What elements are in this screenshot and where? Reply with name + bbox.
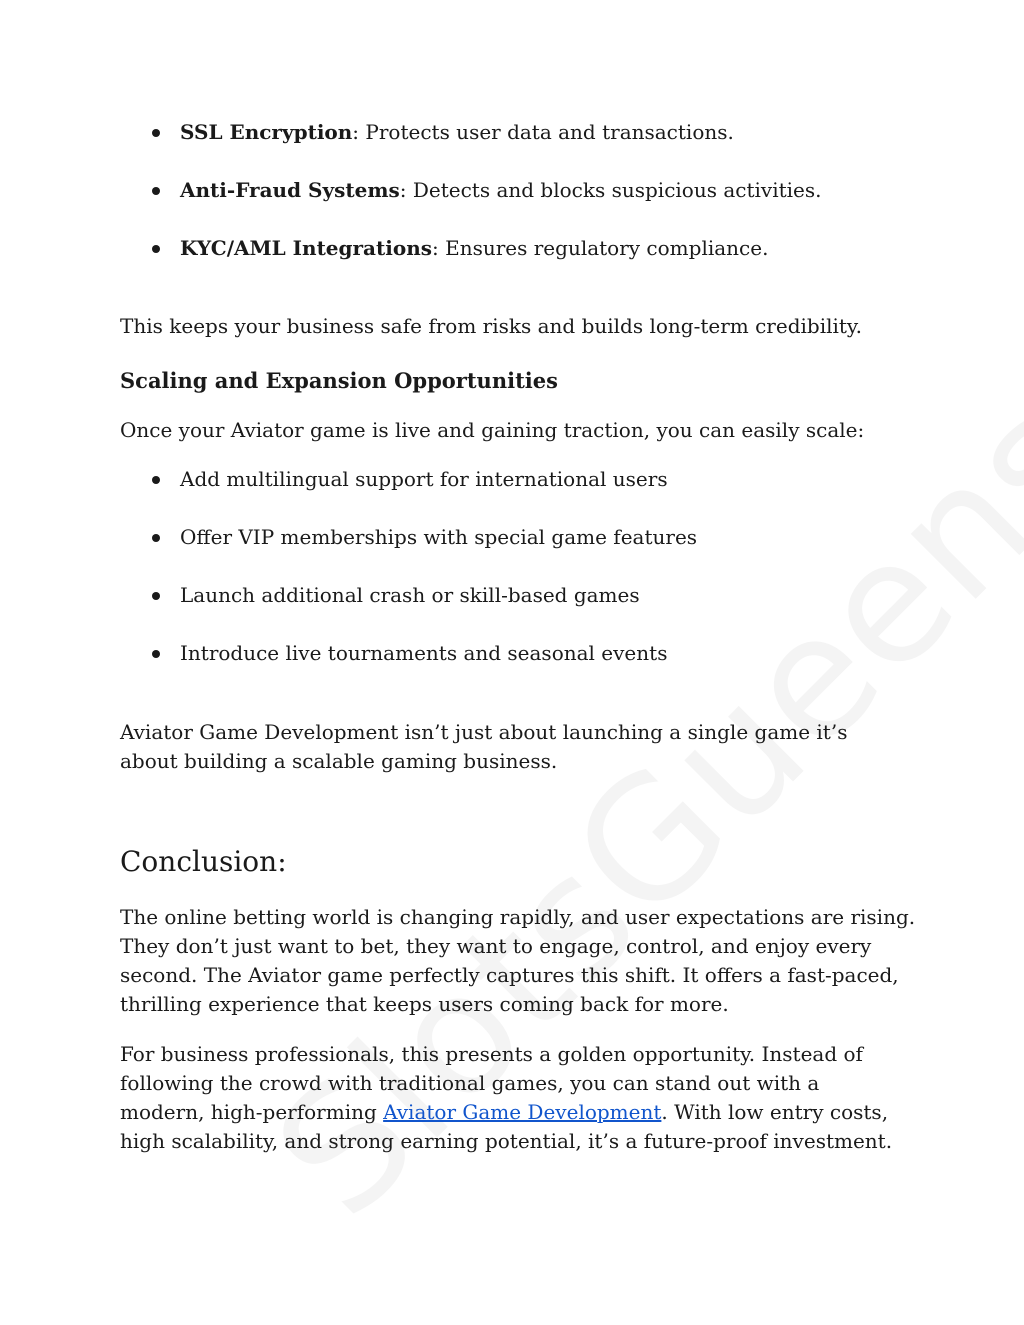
paragraph-text: . With low entry costs, high scalability, and strong earning potential, it’s a future-proof investment. [120,1100,893,1153]
list-item [120,465,697,493]
bullet-icon [152,476,160,484]
security-feature-list [120,118,822,292]
list-item [120,234,822,262]
list-item-term: KYC/AML Integrations [180,236,432,260]
list-item [120,118,822,146]
list-item-text: Introduce live tournaments and seasonal events [180,641,668,665]
list-item [120,581,697,609]
paragraph-text: For business professionals, this presents a golden opportunity. Instead of following the crowd with traditional games, you can stand out with a modern, high-performing [120,1042,863,1124]
list-item-term: Anti-Fraud Systems [180,178,400,202]
list-item-text: Launch additional crash or skill-based games [180,583,640,607]
list-item-description: : Protects user data and transactions. [352,120,734,144]
security-summary: This keeps your business safe from risks and builds long-term credibility. [120,314,862,338]
list-item-text: Add multilingual support for international users [180,467,668,491]
list-item-text: Offer VIP memberships with special game features [180,525,698,549]
list-item [120,176,822,204]
list-item-description: : Ensures regulatory compliance. [432,236,769,260]
scaling-heading: Scaling and Expansion Opportunities [120,368,558,393]
list-item [120,523,697,551]
bullet-icon [152,534,160,542]
conclusion-paragraph: The online betting world is changing rapidly, and user expectations are rising. They don’t just want to bet, they want to engage, control, and enjoy every second. The Aviator game perfectly captures this shift. It offers a fast-paced, thrilling experience that keeps users coming back for more. [120,905,916,1016]
bullet-icon [152,650,160,658]
list-item-term: SSL Encryption [180,120,353,144]
list-item [120,639,697,667]
bullet-icon [152,245,160,253]
conclusion-paragraph-2 [120,1040,910,1156]
bullet-icon [152,187,160,195]
scaling-intro: Once your Aviator game is live and gaining traction, you can easily scale: [120,418,865,442]
list-item-description: : Detects and blocks suspicious activities. [399,178,822,202]
bullet-icon [152,592,160,600]
conclusion-heading: Conclusion: [120,845,287,878]
scaling-summary: Aviator Game Development isn’t just about launching a single game it’s about building a scalable gaming business. [120,720,848,773]
bullet-icon [152,129,160,137]
aviator-game-development-link[interactable]: Aviator Game Development [383,1100,662,1124]
scaling-list [120,465,697,697]
